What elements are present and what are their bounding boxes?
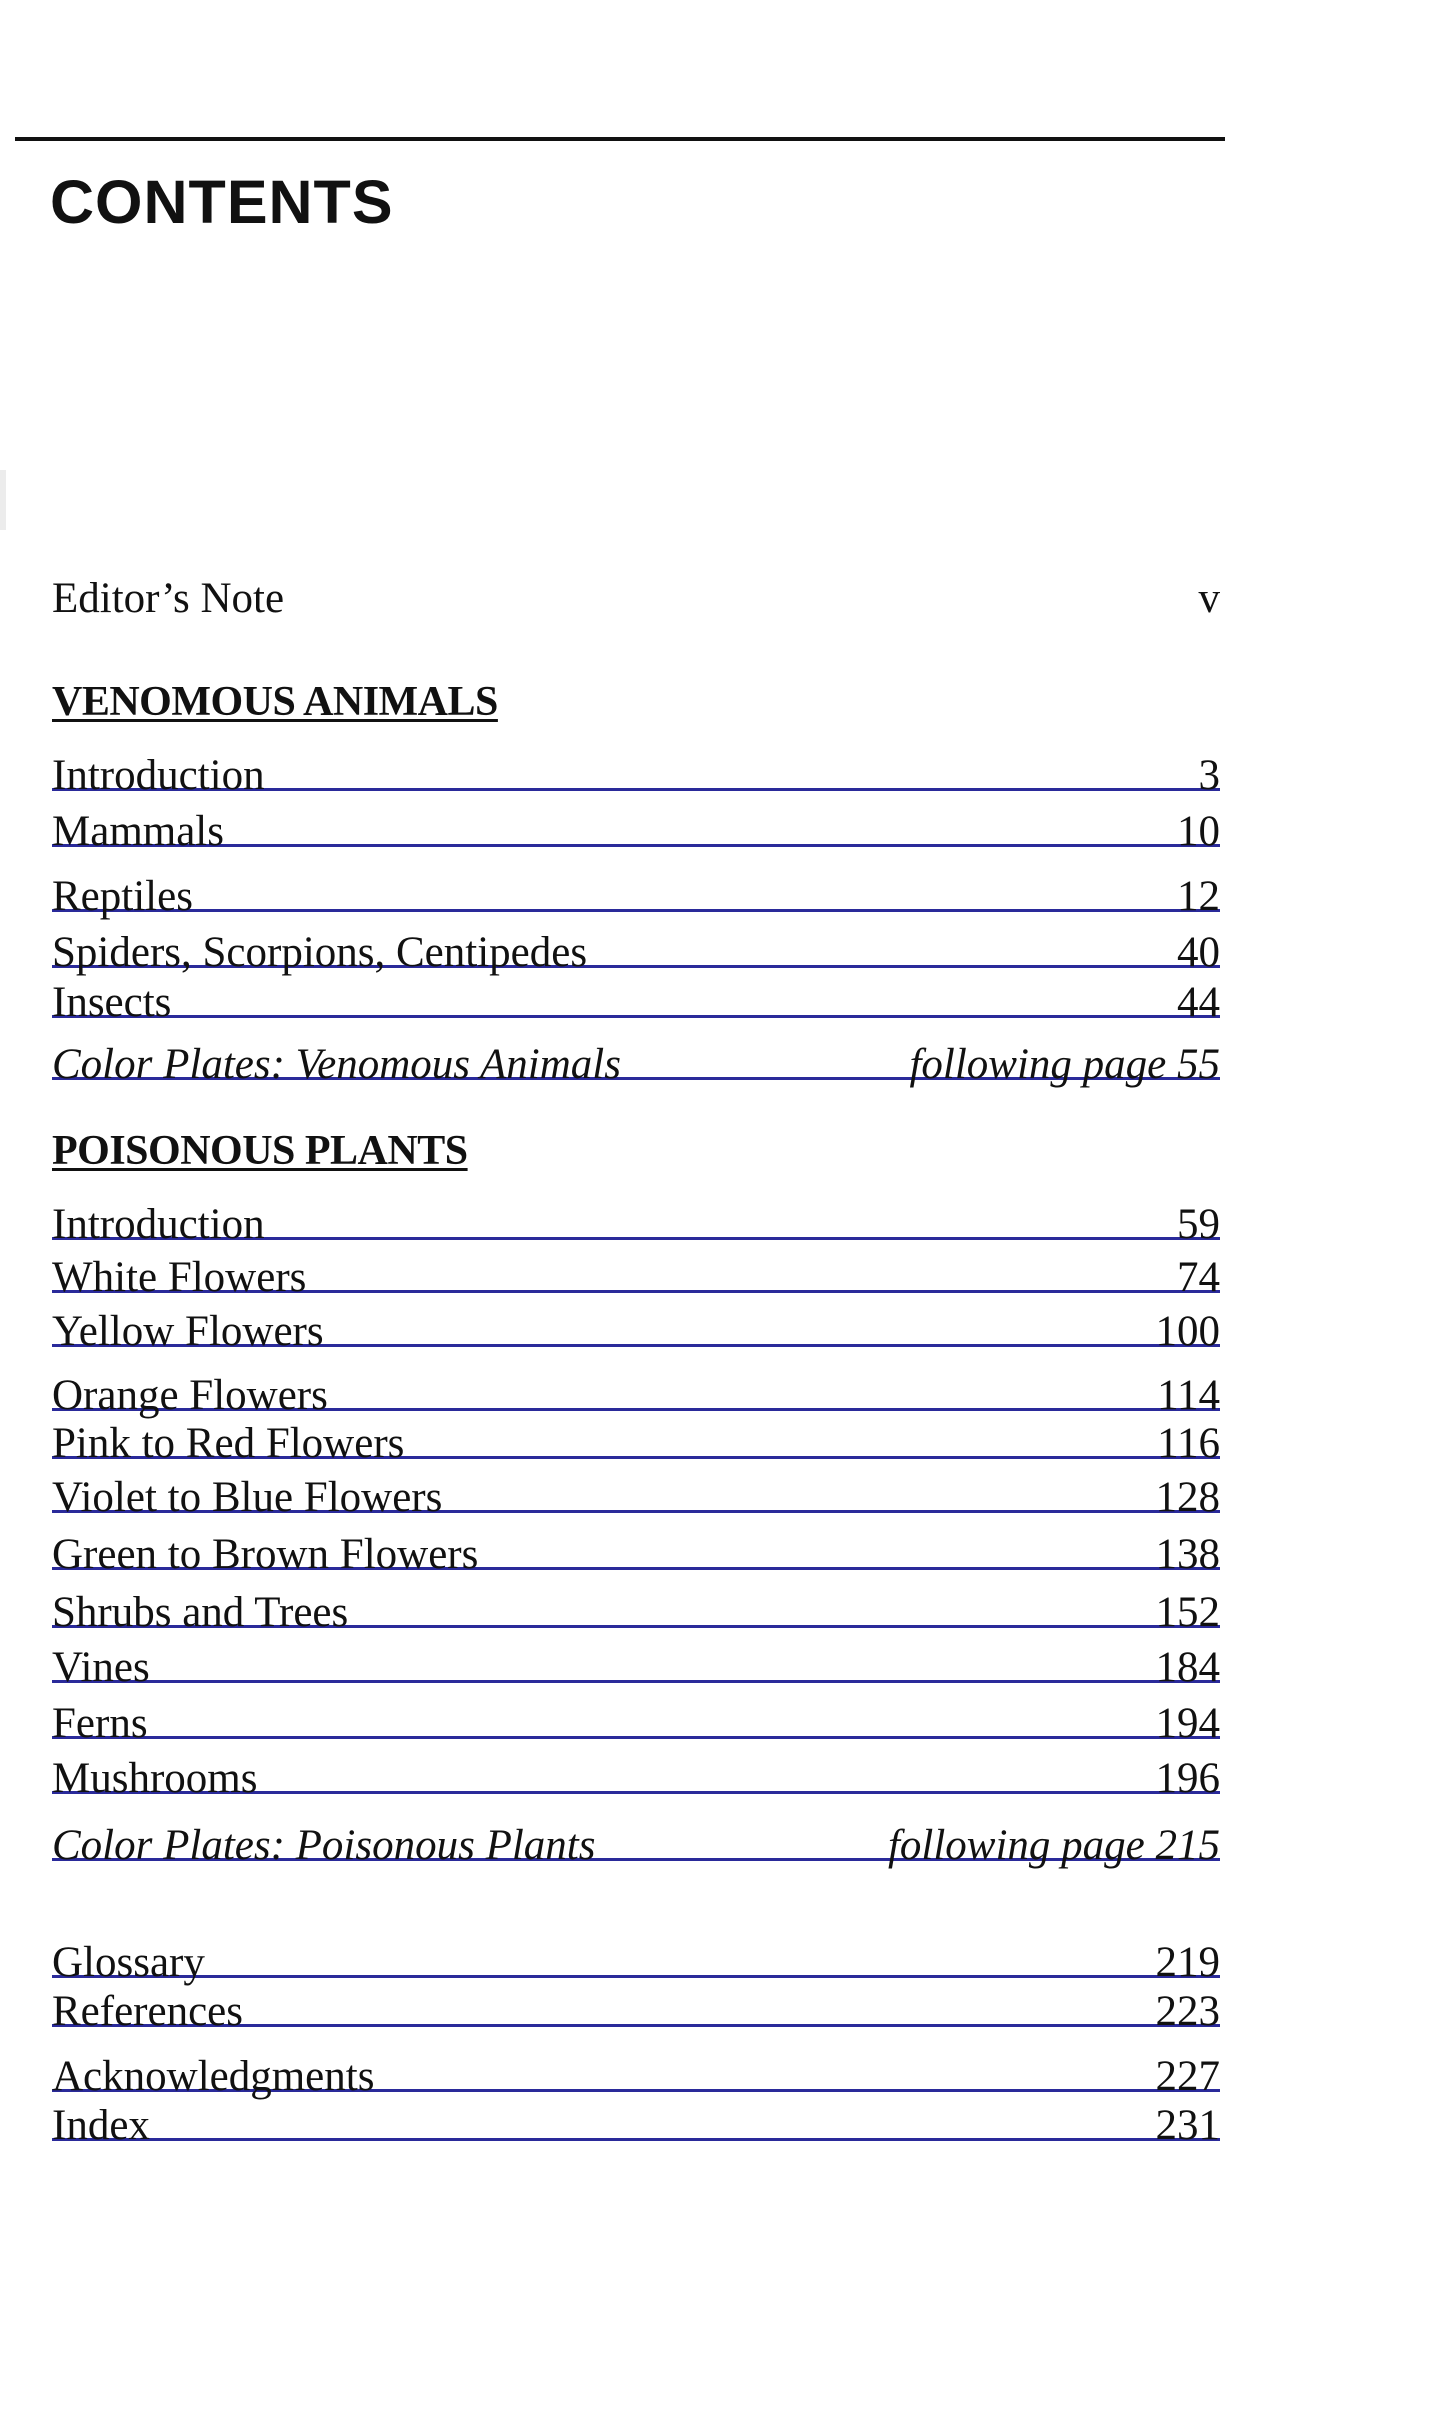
toc-entry-label: Introduction	[52, 1201, 265, 1248]
toc-entry-label: References	[52, 1988, 243, 2035]
toc-entry-label: Shrubs and Trees	[52, 1589, 349, 1636]
toc-entry-spiders-scorpions-centipedes[interactable]	[52, 912, 1220, 976]
toc-entry-page: 184	[1155, 1644, 1220, 1691]
toc-entry-label: White Flowers	[52, 1254, 307, 1301]
toc-entry-glossary[interactable]	[52, 1922, 1220, 1986]
toc-entry-label: Color Plates: Venomous Animals	[52, 1041, 621, 1088]
toc-entry-label: Insects	[52, 979, 172, 1026]
toc-entry-label: Orange Flowers	[52, 1372, 328, 1419]
toc-entry-mushrooms[interactable]	[52, 1738, 1220, 1802]
toc-entry-page: 3	[1198, 752, 1220, 799]
toc-entry-page: 227	[1155, 2053, 1220, 2100]
toc-entry-page: 231	[1155, 2102, 1220, 2149]
toc-entry-page: 74	[1177, 1254, 1220, 1301]
toc-entry-page: 196	[1155, 1755, 1220, 1802]
toc-entry-label: Acknowledgments	[52, 2053, 375, 2100]
toc-entry-label: Yellow Flowers	[52, 1308, 324, 1355]
toc-entry-label: Index	[52, 2102, 150, 2149]
page-edge-mark	[0, 470, 6, 530]
toc-entry-label: Vines	[52, 1644, 150, 1691]
page-title: CONTENTS	[50, 168, 394, 236]
toc-entry-mammals[interactable]	[52, 791, 1220, 855]
toc-entry-page: 223	[1155, 1988, 1220, 2035]
toc-entry-page: 116	[1157, 1420, 1220, 1467]
toc-entry-pink-to-red-flowers[interactable]	[52, 1403, 1220, 1467]
section-heading-venomous-animals: VENOMOUS ANIMALS	[52, 679, 498, 725]
toc-entry-label: Green to Brown Flowers	[52, 1531, 479, 1578]
toc-entry-violet-to-blue-flowers[interactable]	[52, 1457, 1220, 1521]
toc-entry-page: 128	[1155, 1474, 1220, 1521]
toc-entry-page: 194	[1155, 1700, 1220, 1747]
toc-entry-page: 59	[1177, 1201, 1220, 1248]
toc-entry-vines[interactable]	[52, 1627, 1220, 1691]
toc-entry-label: Pink to Red Flowers	[52, 1420, 405, 1467]
toc-entry-page: 152	[1155, 1589, 1220, 1636]
toc-entry-label: Spiders, Scorpions, Centipedes	[52, 929, 588, 976]
toc-entry-page: following page 215	[887, 1822, 1220, 1869]
toc-entry-reptiles[interactable]	[52, 856, 1220, 920]
toc-entry-green-to-brown-flowers[interactable]	[52, 1514, 1220, 1578]
toc-entry-color-plates-poisonous-plants[interactable]	[52, 1805, 1220, 1869]
toc-entry-venomous-introduction[interactable]	[52, 735, 1220, 799]
section-heading-poisonous-plants: POISONOUS PLANTS	[52, 1128, 468, 1174]
toc-entry-references[interactable]	[52, 1971, 1220, 2035]
toc-entry-page: v	[1198, 575, 1220, 622]
toc-entry-editors-note[interactable]	[52, 555, 1220, 622]
toc-entry-page: 40	[1177, 929, 1220, 976]
toc-entry-label: Mushrooms	[52, 1755, 258, 1802]
toc-entry-label: Color Plates: Poisonous Plants	[52, 1822, 596, 1869]
toc-entry-page: 10	[1177, 808, 1220, 855]
toc-entry-page: following page 55	[909, 1041, 1220, 1088]
toc-entry-label: Reptiles	[52, 873, 193, 920]
toc-entry-index[interactable]	[52, 2085, 1220, 2149]
toc-entry-ferns[interactable]	[52, 1683, 1220, 1747]
toc-entry-page: 44	[1177, 979, 1220, 1026]
toc-entry-page: 219	[1155, 1939, 1220, 1986]
toc-entry-page: 138	[1155, 1531, 1220, 1578]
toc-entry-label: Violet to Blue Flowers	[52, 1474, 443, 1521]
toc-entry-label: Glossary	[52, 1939, 205, 1986]
toc-entry-shrubs-and-trees[interactable]	[52, 1572, 1220, 1636]
toc-entry-label: Mammals	[52, 808, 224, 855]
toc-entry-page: 100	[1155, 1308, 1220, 1355]
toc-entry-poisonous-introduction[interactable]	[52, 1184, 1220, 1248]
toc-entry-color-plates-venomous-animals[interactable]	[52, 1024, 1220, 1088]
toc-entry-label: Editor’s Note	[52, 575, 285, 622]
toc-entry-yellow-flowers[interactable]	[52, 1291, 1220, 1355]
toc-entry-insects[interactable]	[52, 962, 1220, 1026]
toc-entry-acknowledgments[interactable]	[52, 2036, 1220, 2100]
toc-entry-page: 12	[1177, 873, 1220, 920]
toc-entry-label: Ferns	[52, 1700, 148, 1747]
toc-entry-label: Introduction	[52, 752, 265, 799]
toc-entry-page: 114	[1157, 1372, 1220, 1419]
top-rule	[15, 137, 1225, 141]
toc-entry-white-flowers[interactable]	[52, 1237, 1220, 1301]
